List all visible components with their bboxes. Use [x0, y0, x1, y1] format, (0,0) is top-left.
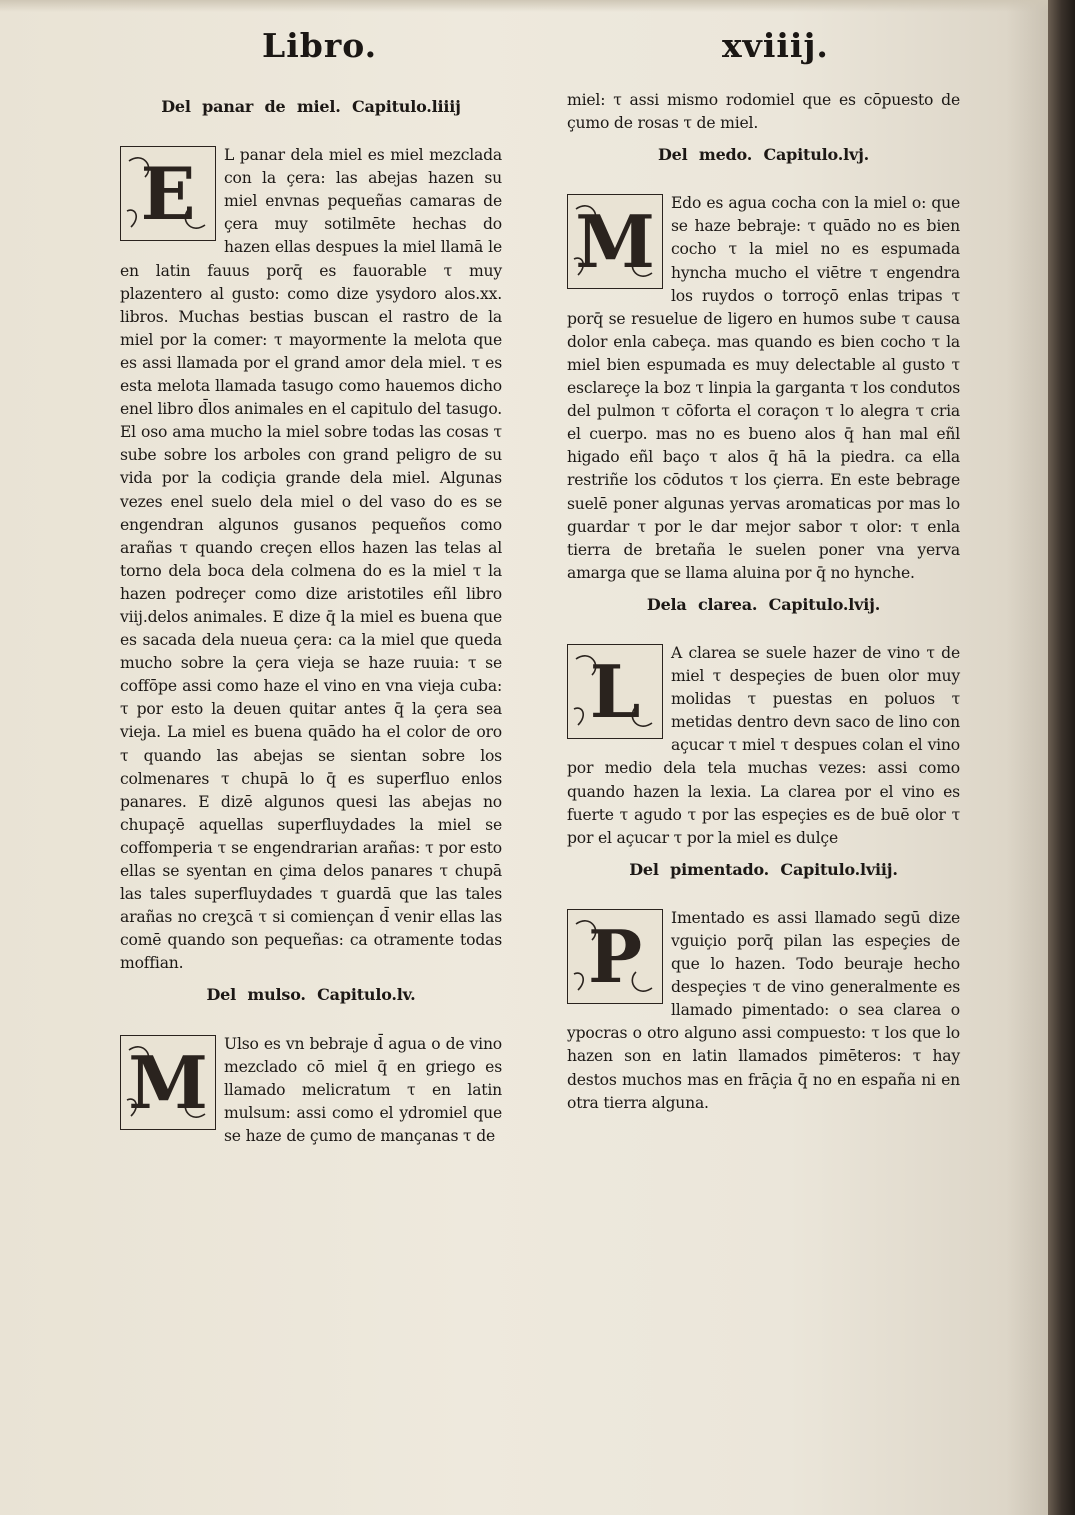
decorated-initial — [120, 1035, 216, 1130]
paragraph-text: L panar dela miel es miel mezclada con la çera: las abejas hazen su miel envnas pequeñas camaras de çera muy sotilmēte hechas do hazen ellas despues la miel llamā le en latin fauus porq̄ es fauorable τ muy plazentero al gusto: como dize ysydoro alos.xx. libros. Muchas bestias buscan el rastro de la miel por la comer: τ mayormente la melota que es assi llamada por el grand amor dela miel. τ es esta melota llamada tasugo como hauemos dicho enel libro d̄los animales en el capitulo del tasugo. El oso ama mucho la miel sobre todas las cosas τ sube sobre los arboles con grand peligro de su vida por la codiçia grande dela miel. Algunas vezes enel suelo dela miel o del vaso do es se engendran algunos gusanos pequeños como arañas τ quando creçen ellos hazen las telas al torno dela boca dela colmena do es la miel τ la hazen podreçer como dize aristotiles eñl libro viij.delos animales. E dize q̄ la miel es buena que es sacada dela nueua çera: ca la miel que queda mucho sobre la çera vieja se haze ruuia: τ se coffōpe assi como haze el vino en vna vieja cuba: τ por esto la deuen quitar antes q̄ la çera sea vieja. La miel es buena quādo ha el color de oro τ quando las abejas se sientan sobre los colmenares τ chupā lo q̄ es superfluo enlos panares. E dizē algunos quesi las abejas no chupaçē aquellas superfluydades la miel se coffomperia τ se engendrarian arañas: τ por esto ellas se syentan en çima delos panares τ chupā las tales superfluydades τ guardā que las tales arañas no creʒcā τ si comiençan d̄ venir ellas las comē quando son pequeñas: ca otramente todas moffian. — [120, 146, 502, 973]
chapter-heading: Del mulso. Capitulo.lv. — [206, 985, 416, 1005]
chapter-paragraph — [567, 907, 960, 1115]
running-header-left: Libro. — [262, 26, 378, 65]
left-column — [120, 89, 502, 1156]
paragraph-text: A clarea se suele hazer de vino τ de miel τ despeçies de buen olor muy molidas τ puestas en poluos τ metidas dentro devn saco de lino con açucar τ miel τ despues colan el vino por medio dela tela muchas vezes: assi como quando hazen la lexia. La clarea por el vino es fuerte τ agudo τ por las espeçies es de buē olor τ por el açucar τ por la miel es dulçe — [567, 643, 960, 847]
right-column — [567, 89, 960, 1123]
initial-letter: M — [128, 1039, 208, 1125]
chapter-heading: Del medo. Capitulo.lvj. — [657, 145, 870, 165]
paragraph-text: Imentado es assi llamado segū dize vguiçio porq̄ pilan las espeçies de que lo hazen. Todo beuraje hecho despeçies τ de vino generalmente es llamado pimentado: o sea clarea o ypocras o otro alguno assi compuesto: τ los que lo hazen son en latin llamados pimēteros: τ hay destos muchos mas en frāçia q̄ no en españa ni en otra tierra alguna. — [567, 908, 960, 1112]
chapter-heading: Del pimentado. Capitulo.lviij. — [629, 859, 898, 879]
chapter-paragraph — [567, 642, 960, 850]
initial-letter: E — [140, 151, 196, 237]
decorated-initial — [567, 644, 663, 739]
book-binding-edge — [1048, 0, 1075, 1515]
chapter-paragraph — [120, 144, 502, 975]
paragraph-text: Ulso es vn bebraje d̄ agua o de vino mezclado cō miel q̄ en griego es llamado melicratum τ en latin mulsum: assi como el ydromiel que se haze de çumo de mançanas τ de — [224, 1034, 502, 1145]
paragraph-text: Edo es agua cocha con la miel o: que se haze bebraje: τ quādo no es bien cocho τ la miel no es espumada hyncha mucho el viētre τ engendra los ruydos o torroçō enlas tripas τ porq̄ se resuelue de ligero en humos sube τ causa dolor enla cabeça. mas quando es bien cocho τ la miel bien espumada es muy delectable al gusto τ esclareçe la boz τ linpia la garganta τ los condutos del pulmon τ cōforta el coraçon τ lo alegra τ cria el cuerpo. mas no es bueno alos q̄ han mal eñl higado eñl baço τ alos q̄ hā la piedra. ca ella restriñe los cōdutos τ los çierra. En este bebrage suelē poner algunas yervas aromaticas por mas lo guardar τ por le dar mejor sabor τ olor: τ enla tierra de bretaña le suelen poner vna yerva amarga que se llama aluina por q̄ no hynche. — [567, 194, 960, 582]
decorated-initial — [120, 146, 216, 241]
chapter-paragraph — [567, 192, 960, 585]
chapter-heading: Del panar de miel. Capitulo.liiij — [161, 97, 461, 116]
initial-letter: P — [588, 913, 642, 999]
chapter-paragraph — [567, 89, 960, 135]
paragraph-text: miel: τ assi mismo rodomiel que es cōpuesto de çumo de rosas τ de miel. — [567, 91, 960, 133]
chapter-paragraph — [120, 1033, 502, 1148]
initial-letter: M — [575, 199, 655, 285]
chapter-heading: Dela clarea. Capitulo.lvij. — [646, 594, 881, 614]
folio-number: xviiij. — [722, 26, 829, 65]
initial-letter: L — [589, 648, 641, 734]
page-top-shadow — [0, 0, 1048, 12]
decorated-initial — [567, 909, 663, 1004]
decorated-initial — [567, 194, 663, 289]
